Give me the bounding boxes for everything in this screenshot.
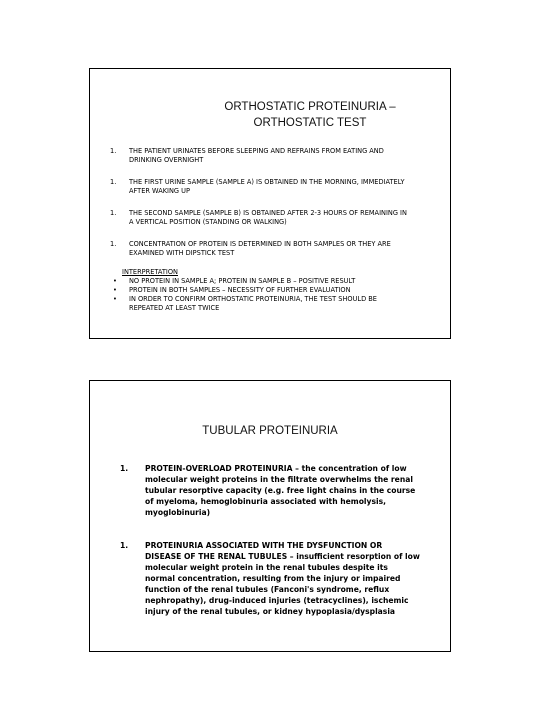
item-text: PROTEIN-OVERLOAD PROTEINURIA – the concentration of low molecular weight proteins in the filtrate overwhelms the renal tubular resorptive capacity (e.g. free light chains in the course of myeloma, hemoglobinuria associated with hemolysis, myoglobinuria) [145,464,416,517]
list-item [110,286,410,295]
item-text: NO PROTEIN IN SAMPLE A; PROTEIN IN SAMPLE B – POSITIVE RESULT [129,277,356,285]
item-text: THE FIRST URINE SAMPLE (SAMPLE A) IS OBTAINED IN THE MORNING, IMMEDIATELY AFTER WAKING UP [129,178,405,195]
item-number: 1. [120,464,129,473]
list-item [110,209,410,227]
slide-orthostatic-test [89,68,451,339]
list-item [110,240,410,258]
interpretation-section [110,268,410,313]
item-number: 1. [110,209,117,217]
item-number: 1. [110,178,117,186]
list-item [110,178,410,196]
list-item [110,295,410,313]
item-text: CONCENTRATION OF PROTEIN IS DETERMINED IN BOTH SAMPLES OR THEY ARE EXAMINED WITH DIPSTICK TEST [129,240,391,257]
item-text: IN ORDER TO CONFIRM ORTHOSTATIC PROTEINURIA, THE TEST SHOULD BE REPEATED AT LEAST TWICE [129,295,377,312]
bullet-icon: • [113,277,117,285]
list-item [110,147,410,165]
test-steps-list [110,147,410,271]
bullet-icon: • [113,286,117,294]
item-number: 1. [110,240,117,248]
bullet-icon: • [113,295,117,303]
tubular-types-list [120,463,420,639]
slide-title: TUBULAR PROTEINURIA [202,425,338,437]
list-item [110,277,410,286]
interpretation-list [110,277,410,313]
item-text: PROTEINURIA ASSOCIATED WITH THE DYSFUNCTION OR DISEASE OF THE RENAL TUBULES – insufficient resorption of low molecular weight protein in the renal tubules despite its normal concentration, resulting from the injury or impaired function of the renal tubules (Fanconi's syndrome, reflux nephropathy), drug-induced injuries (tetracyclines), ischemic injury of the renal tubules, or kidney hypoplasia/dysplasia [145,541,420,616]
item-text: THE PATIENT URINATES BEFORE SLEEPING AND REFRAINS FROM EATING AND DRINKING OVERNIGHT [129,147,384,164]
list-item [120,540,420,617]
item-number: 1. [110,147,117,155]
item-text: PROTEIN IN BOTH SAMPLES – NECESSITY OF FURTHER EVALUATION [129,286,351,294]
list-item [120,463,420,518]
item-number: 1. [120,541,129,550]
slide-tubular-proteinuria [89,380,451,652]
item-text: THE SECOND SAMPLE (SAMPLE B) IS OBTAINED AFTER 2-3 HOURS OF REMAINING IN A VERTICAL POSITION (STANDING OR WALKING) [129,209,407,226]
interpretation-heading: INTERPRETATION [122,268,178,276]
slide-title: ORTHOSTATIC PROTEINURIA – ORTHOSTATIC TEST [224,101,396,129]
